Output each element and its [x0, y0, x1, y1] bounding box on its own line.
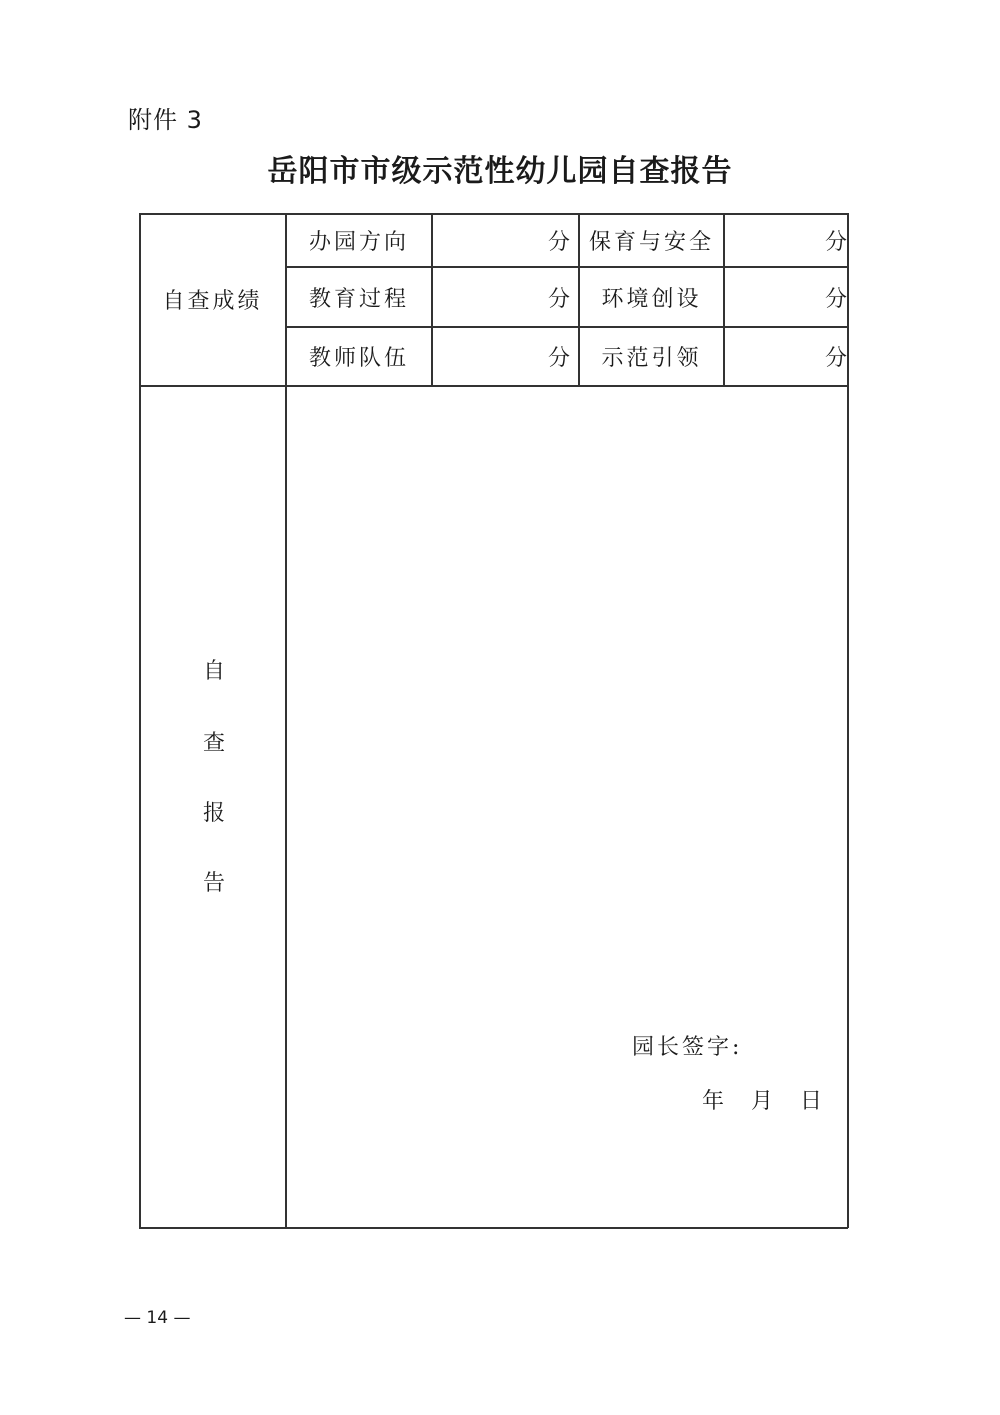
- score-unit-environment: 分: [824, 286, 847, 312]
- item-label-teacher-team: 教师队伍: [308, 346, 409, 371]
- table-section-divider: [139, 385, 849, 387]
- table-border-right: [847, 213, 849, 1228]
- item-label-care-safety: 保育与安全: [588, 229, 714, 255]
- page-number: — 14 —: [124, 1308, 191, 1328]
- item-label-education-process: 教育过程: [308, 286, 409, 312]
- score-unit-school-direction: 分: [547, 229, 570, 255]
- item-label-environment: 环境创设: [601, 286, 702, 312]
- report-label-char: 查: [202, 731, 225, 756]
- score-unit-care-safety: 分: [824, 229, 847, 255]
- item-label-school-direction: 办园方向: [308, 229, 409, 255]
- item-label-demonstration: 示范引领: [601, 346, 702, 371]
- principal-signature-label: 园长签字:: [632, 1035, 743, 1060]
- score-unit-teacher-team: 分: [547, 346, 570, 371]
- score-unit-education-process: 分: [547, 286, 570, 312]
- score-section-label: 自查成绩: [162, 289, 263, 314]
- report-body-area[interactable]: [300, 400, 830, 1000]
- signature-date-line: 年 月 日: [702, 1089, 822, 1114]
- attachment-label: 附件 3: [128, 106, 203, 134]
- report-label-char: 告: [202, 871, 225, 896]
- document-title: 岳阳市市级示范性幼儿园自查报告: [267, 154, 733, 189]
- report-label-char: 自: [202, 659, 225, 684]
- score-unit-demonstration: 分: [824, 346, 847, 371]
- report-label-char: 报: [202, 801, 225, 826]
- table-border-bottom: [139, 1227, 848, 1229]
